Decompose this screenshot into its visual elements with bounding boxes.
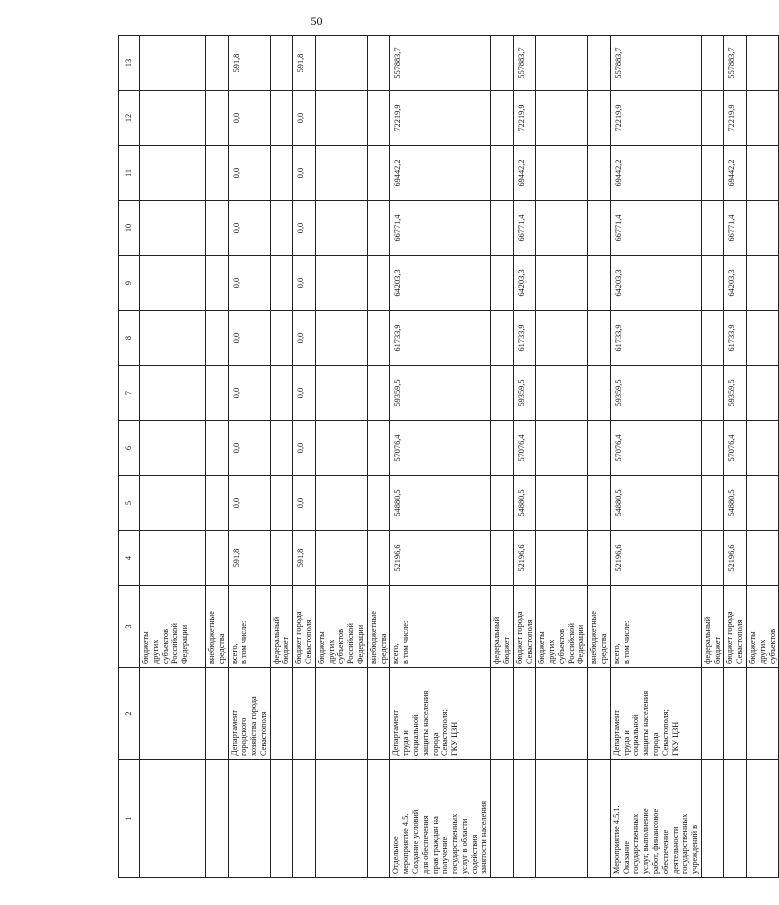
value-cell: 59359,5 — [724, 366, 747, 421]
value-cell — [315, 256, 367, 311]
value-cell — [270, 201, 293, 256]
value-cell — [206, 91, 229, 146]
value-cell: 69442,2 — [513, 146, 536, 201]
activity-cell — [536, 760, 588, 878]
value-cell — [536, 476, 588, 531]
value-cell — [367, 146, 390, 201]
value-cell: 0,0 — [228, 91, 270, 146]
column-header: 3 — [119, 586, 140, 668]
value-cell — [491, 146, 514, 201]
value-cell — [747, 36, 779, 91]
funding-source-cell: бюджеты других субъектов — [747, 586, 779, 668]
value-cell: 72219,9 — [724, 91, 747, 146]
value-cell: 72219,9 — [390, 91, 491, 146]
value-cell — [491, 476, 514, 531]
executor-cell — [491, 668, 514, 760]
activity-cell — [293, 760, 316, 878]
value-cell: 59359,5 — [513, 366, 536, 421]
value-cell: 57076,4 — [390, 421, 491, 476]
funding-source-cell: бюджеты других субъектов Российской Федерации — [140, 586, 206, 668]
activity-cell — [747, 760, 779, 878]
value-cell — [747, 311, 779, 366]
value-cell — [588, 421, 611, 476]
value-cell: 557883,7 — [610, 36, 701, 91]
value-cell: 72219,9 — [610, 91, 701, 146]
table-row — [270, 36, 293, 878]
value-cell — [588, 311, 611, 366]
value-cell: 54880,5 — [610, 476, 701, 531]
value-cell — [536, 91, 588, 146]
value-cell — [270, 366, 293, 421]
value-cell — [270, 421, 293, 476]
activity-cell: Отдельное мероприятие 4.5. Создание условий для обеспечения прав граждан на получение государственных услуг в области содействия занятости населения — [390, 760, 491, 878]
value-cell — [491, 256, 514, 311]
value-cell — [367, 91, 390, 146]
value-cell — [367, 366, 390, 421]
activity-cell — [206, 760, 229, 878]
value-cell: 54880,5 — [513, 476, 536, 531]
table-row — [228, 36, 270, 878]
value-cell: 64203,3 — [724, 256, 747, 311]
value-cell — [491, 311, 514, 366]
executor-cell: Департамент труда и социальной защиты населения города Севастополя; ГКУ ЦЗН — [610, 668, 701, 760]
value-cell — [701, 36, 724, 91]
value-cell — [315, 91, 367, 146]
value-cell — [588, 476, 611, 531]
value-cell: 0,0 — [293, 91, 316, 146]
value-cell — [270, 311, 293, 366]
value-cell — [588, 366, 611, 421]
table-row — [588, 36, 611, 878]
value-cell: 557883,7 — [513, 36, 536, 91]
value-cell: 52196,6 — [610, 531, 701, 586]
value-cell: 69442,2 — [390, 146, 491, 201]
table-row — [293, 36, 316, 878]
value-cell: 54880,5 — [724, 476, 747, 531]
executor-cell — [747, 668, 779, 760]
value-cell — [206, 531, 229, 586]
column-header: 13 — [119, 36, 140, 91]
value-cell: 591,8 — [293, 36, 316, 91]
value-cell: 69442,2 — [610, 146, 701, 201]
executor-cell — [293, 668, 316, 760]
table-row — [390, 36, 491, 878]
funding-source-cell: внебюджетные средства — [367, 586, 390, 668]
value-cell — [536, 36, 588, 91]
value-cell — [140, 476, 206, 531]
activity-cell — [491, 760, 514, 878]
value-cell: 54880,5 — [390, 476, 491, 531]
activity-cell — [588, 760, 611, 878]
value-cell — [206, 201, 229, 256]
executor-cell — [367, 668, 390, 760]
value-cell — [491, 366, 514, 421]
value-cell — [315, 201, 367, 256]
value-cell — [536, 531, 588, 586]
activity-cell — [513, 760, 536, 878]
table-row — [315, 36, 367, 878]
page-number: 50 — [310, 14, 323, 28]
value-cell — [536, 256, 588, 311]
funding-source-cell: бюджет города Севастополя — [293, 586, 316, 668]
value-cell — [270, 256, 293, 311]
value-cell: 66771,4 — [390, 201, 491, 256]
funding-source-cell: внебюджетные средства — [588, 586, 611, 668]
value-cell — [206, 256, 229, 311]
rotated-table-wrapper — [118, 36, 777, 878]
value-cell: 0,0 — [228, 256, 270, 311]
value-cell — [701, 311, 724, 366]
value-cell — [367, 531, 390, 586]
value-cell — [701, 531, 724, 586]
value-cell: 0,0 — [228, 476, 270, 531]
value-cell — [747, 256, 779, 311]
executor-cell — [315, 668, 367, 760]
value-cell — [206, 311, 229, 366]
executor-cell — [140, 668, 206, 760]
value-cell: 0,0 — [293, 146, 316, 201]
executor-cell — [513, 668, 536, 760]
value-cell — [270, 146, 293, 201]
value-cell — [270, 91, 293, 146]
column-header: 5 — [119, 476, 140, 531]
column-header: 6 — [119, 421, 140, 476]
value-cell: 72219,9 — [513, 91, 536, 146]
funding-source-cell: бюджет города Севастополя — [724, 586, 747, 668]
table-header — [119, 36, 140, 878]
value-cell — [270, 476, 293, 531]
value-cell — [747, 531, 779, 586]
value-cell — [491, 531, 514, 586]
table-row — [491, 36, 514, 878]
value-cell — [588, 146, 611, 201]
value-cell: 0,0 — [228, 311, 270, 366]
value-cell: 0,0 — [293, 311, 316, 366]
value-cell: 61733,9 — [513, 311, 536, 366]
value-cell — [588, 91, 611, 146]
column-header: 1 — [119, 760, 140, 878]
value-cell — [206, 421, 229, 476]
value-cell — [140, 91, 206, 146]
table-row — [701, 36, 724, 878]
value-cell — [491, 91, 514, 146]
value-cell — [206, 476, 229, 531]
value-cell: 0,0 — [293, 366, 316, 421]
executor-cell — [724, 668, 747, 760]
funding-source-cell: бюджеты других субъектов Российской Федерации — [315, 586, 367, 668]
value-cell: 61733,9 — [390, 311, 491, 366]
value-cell — [747, 146, 779, 201]
value-cell — [536, 421, 588, 476]
value-cell: 52196,6 — [724, 531, 747, 586]
activity-cell — [270, 760, 293, 878]
value-cell — [315, 311, 367, 366]
value-cell: 59359,5 — [390, 366, 491, 421]
value-cell — [367, 201, 390, 256]
value-cell — [536, 366, 588, 421]
funding-source-cell: внебюджетные средства — [206, 586, 229, 668]
value-cell — [367, 476, 390, 531]
value-cell — [315, 531, 367, 586]
value-cell — [701, 421, 724, 476]
executor-cell — [536, 668, 588, 760]
value-cell: 591,8 — [228, 36, 270, 91]
value-cell — [747, 476, 779, 531]
table-row — [367, 36, 390, 878]
value-cell — [367, 311, 390, 366]
value-cell: 557883,7 — [724, 36, 747, 91]
value-cell — [206, 36, 229, 91]
column-header: 2 — [119, 668, 140, 760]
activity-cell — [140, 760, 206, 878]
funding-source-cell: всего, в том числе: — [610, 586, 701, 668]
executor-cell — [588, 668, 611, 760]
value-cell — [701, 476, 724, 531]
column-header: 7 — [119, 366, 140, 421]
value-cell — [536, 311, 588, 366]
value-cell — [270, 36, 293, 91]
value-cell: 69442,2 — [724, 146, 747, 201]
value-cell: 57076,4 — [513, 421, 536, 476]
executor-cell — [270, 668, 293, 760]
value-cell — [140, 36, 206, 91]
value-cell — [701, 91, 724, 146]
activity-cell — [701, 760, 724, 878]
value-cell: 52196,6 — [390, 531, 491, 586]
value-cell: 0,0 — [293, 256, 316, 311]
value-cell — [367, 36, 390, 91]
executor-cell: Департамент городского хозяйства города Севастополя — [228, 668, 270, 760]
value-cell: 64203,3 — [513, 256, 536, 311]
value-cell: 59359,5 — [610, 366, 701, 421]
funding-source-cell: бюджет города Севастополя — [513, 586, 536, 668]
value-cell: 0,0 — [228, 421, 270, 476]
value-cell — [588, 531, 611, 586]
value-cell: 61733,9 — [610, 311, 701, 366]
table-row — [206, 36, 229, 878]
value-cell — [367, 421, 390, 476]
value-cell — [701, 256, 724, 311]
funding-source-cell: федеральный бюджет — [270, 586, 293, 668]
executor-cell — [701, 668, 724, 760]
value-cell: 52196,6 — [513, 531, 536, 586]
column-header: 8 — [119, 311, 140, 366]
value-cell — [747, 91, 779, 146]
executor-cell — [206, 668, 229, 760]
value-cell — [491, 421, 514, 476]
value-cell: 0,0 — [228, 366, 270, 421]
value-cell — [367, 256, 390, 311]
value-cell — [140, 366, 206, 421]
value-cell — [140, 421, 206, 476]
value-cell — [588, 256, 611, 311]
value-cell — [315, 146, 367, 201]
value-cell — [315, 36, 367, 91]
funding-source-cell: федеральный бюджет — [701, 586, 724, 668]
value-cell — [536, 146, 588, 201]
value-cell: 61733,9 — [724, 311, 747, 366]
value-cell: 64203,3 — [390, 256, 491, 311]
activity-cell — [315, 760, 367, 878]
value-cell — [701, 201, 724, 256]
value-cell — [588, 201, 611, 256]
value-cell — [206, 146, 229, 201]
activity-cell — [724, 760, 747, 878]
value-cell — [588, 36, 611, 91]
table-body — [140, 36, 779, 878]
funding-source-cell: всего, в том числе: — [390, 586, 491, 668]
value-cell: 57076,4 — [724, 421, 747, 476]
value-cell — [747, 201, 779, 256]
table-row — [747, 36, 779, 878]
value-cell — [315, 421, 367, 476]
value-cell: 66771,4 — [610, 201, 701, 256]
value-cell: 66771,4 — [513, 201, 536, 256]
table-row — [724, 36, 747, 878]
value-cell — [140, 531, 206, 586]
budget-table — [118, 35, 779, 878]
value-cell — [701, 366, 724, 421]
value-cell — [701, 146, 724, 201]
activity-cell — [228, 760, 270, 878]
activity-cell: Мероприятие 4.5.1. Оказание государственных услуг, выполнение работ, финансовое обеспечение деятельности государственных учреждений в — [610, 760, 701, 878]
value-cell — [206, 366, 229, 421]
funding-source-cell: федеральный бюджет — [491, 586, 514, 668]
value-cell — [491, 36, 514, 91]
value-cell — [747, 421, 779, 476]
value-cell — [140, 146, 206, 201]
value-cell: 591,8 — [228, 531, 270, 586]
value-cell — [315, 476, 367, 531]
value-cell: 591,8 — [293, 531, 316, 586]
value-cell: 0,0 — [293, 421, 316, 476]
value-cell — [536, 201, 588, 256]
table-row — [536, 36, 588, 878]
table-row — [513, 36, 536, 878]
funding-source-cell: бюджеты других субъектов Российской Федерации — [536, 586, 588, 668]
value-cell — [747, 366, 779, 421]
table-row — [610, 36, 701, 878]
value-cell: 0,0 — [228, 201, 270, 256]
column-header: 4 — [119, 531, 140, 586]
value-cell — [491, 201, 514, 256]
value-cell — [315, 366, 367, 421]
value-cell — [140, 201, 206, 256]
value-cell: 57076,4 — [610, 421, 701, 476]
column-header: 12 — [119, 91, 140, 146]
activity-cell — [367, 760, 390, 878]
table-row — [140, 36, 206, 878]
value-cell: 66771,4 — [724, 201, 747, 256]
executor-cell: Департамент труда и социальной защиты населения города Севастополя; ГКУ ЦЗН — [390, 668, 491, 760]
value-cell: 557883,7 — [390, 36, 491, 91]
value-cell — [140, 311, 206, 366]
value-cell: 64203,3 — [610, 256, 701, 311]
value-cell: 0,0 — [293, 476, 316, 531]
value-cell — [140, 256, 206, 311]
value-cell — [270, 531, 293, 586]
column-header: 10 — [119, 201, 140, 256]
column-header: 9 — [119, 256, 140, 311]
funding-source-cell: всего, в том числе: — [228, 586, 270, 668]
header-row — [119, 36, 140, 878]
value-cell: 0,0 — [228, 146, 270, 201]
column-header: 11 — [119, 146, 140, 201]
value-cell: 0,0 — [293, 201, 316, 256]
